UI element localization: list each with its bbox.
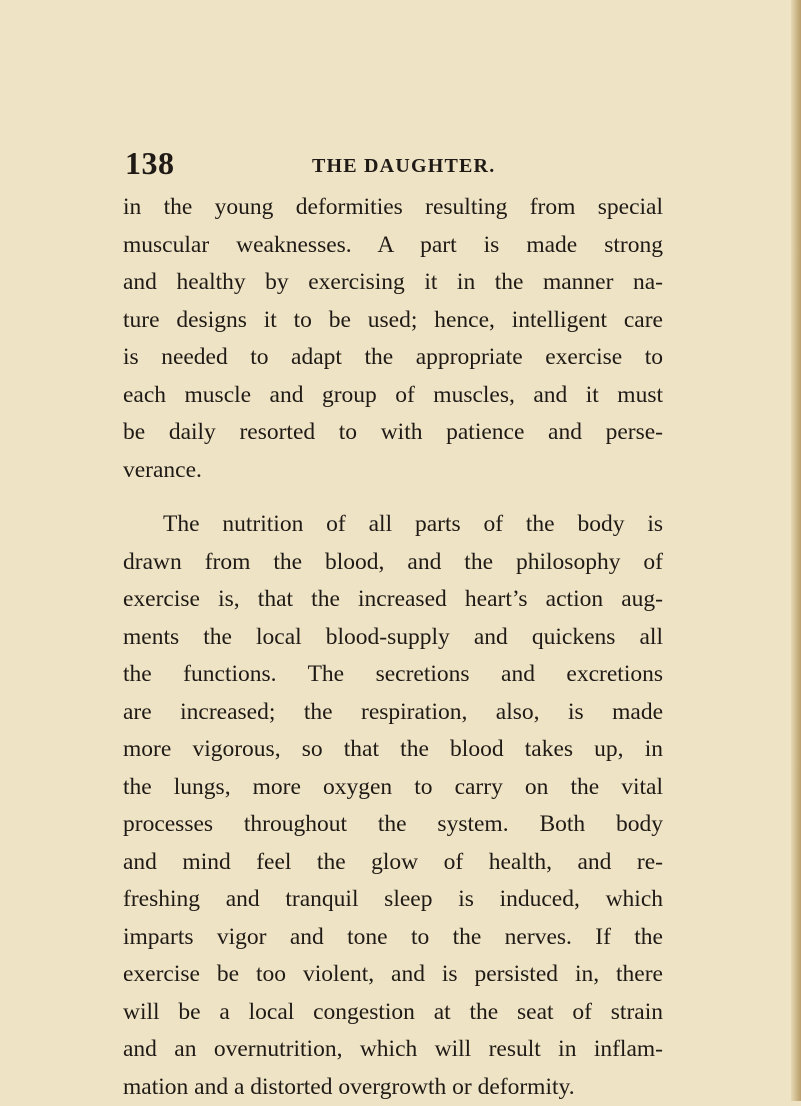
paragraph-1 bbox=[123, 189, 663, 489]
text-line: each muscle and group of muscles, and it must bbox=[123, 377, 663, 415]
text-line: be daily resorted to with patience and perse- bbox=[123, 414, 663, 452]
text-line: and mind feel the glow of health, and re- bbox=[123, 844, 663, 882]
text-line: will be a local congestion at the seat of strain bbox=[123, 994, 663, 1032]
text-line: mation and a distorted overgrowth or deformity. bbox=[123, 1069, 663, 1106]
text-line: more vigorous, so that the blood takes up, in bbox=[123, 731, 663, 769]
text-line: drawn from the blood, and the philosophy of bbox=[123, 544, 663, 582]
text-line: verance. bbox=[123, 452, 663, 490]
page-number: 138 bbox=[125, 143, 175, 183]
text-line: imparts vigor and tone to the nerves. If the bbox=[123, 919, 663, 957]
paragraph-2 bbox=[123, 506, 663, 1106]
text-line: are increased; the respiration, also, is made bbox=[123, 694, 663, 732]
text-line: processes throughout the system. Both body bbox=[123, 806, 663, 844]
text-line: exercise be too violent, and is persisted in, there bbox=[123, 956, 663, 994]
text-line: muscular weaknesses. A part is made strong bbox=[123, 227, 663, 265]
paragraph-spacer bbox=[123, 489, 663, 506]
text-line: the functions. The secretions and excretions bbox=[123, 656, 663, 694]
text-line: freshing and tranquil sleep is induced, which bbox=[123, 881, 663, 919]
text-line: ments the local blood-supply and quickens all bbox=[123, 619, 663, 657]
text-line: exercise is, that the increased heart’s action aug- bbox=[123, 581, 663, 619]
body-text bbox=[123, 189, 663, 1106]
text-line: in the young deformities resulting from special bbox=[123, 189, 663, 227]
running-head bbox=[0, 143, 801, 183]
text-line: and an overnutrition, which will result in inflam- bbox=[123, 1031, 663, 1069]
text-line: The nutrition of all parts of the body is bbox=[123, 506, 663, 544]
running-title: THE DAUGHTER. bbox=[312, 151, 495, 181]
text-line: is needed to adapt the appropriate exercise to bbox=[123, 339, 663, 377]
text-line: and healthy by exercising it in the manner na- bbox=[123, 264, 663, 302]
text-line: ture designs it to be used; hence, intelligent care bbox=[123, 302, 663, 340]
text-line: the lungs, more oxygen to carry on the vital bbox=[123, 769, 663, 807]
